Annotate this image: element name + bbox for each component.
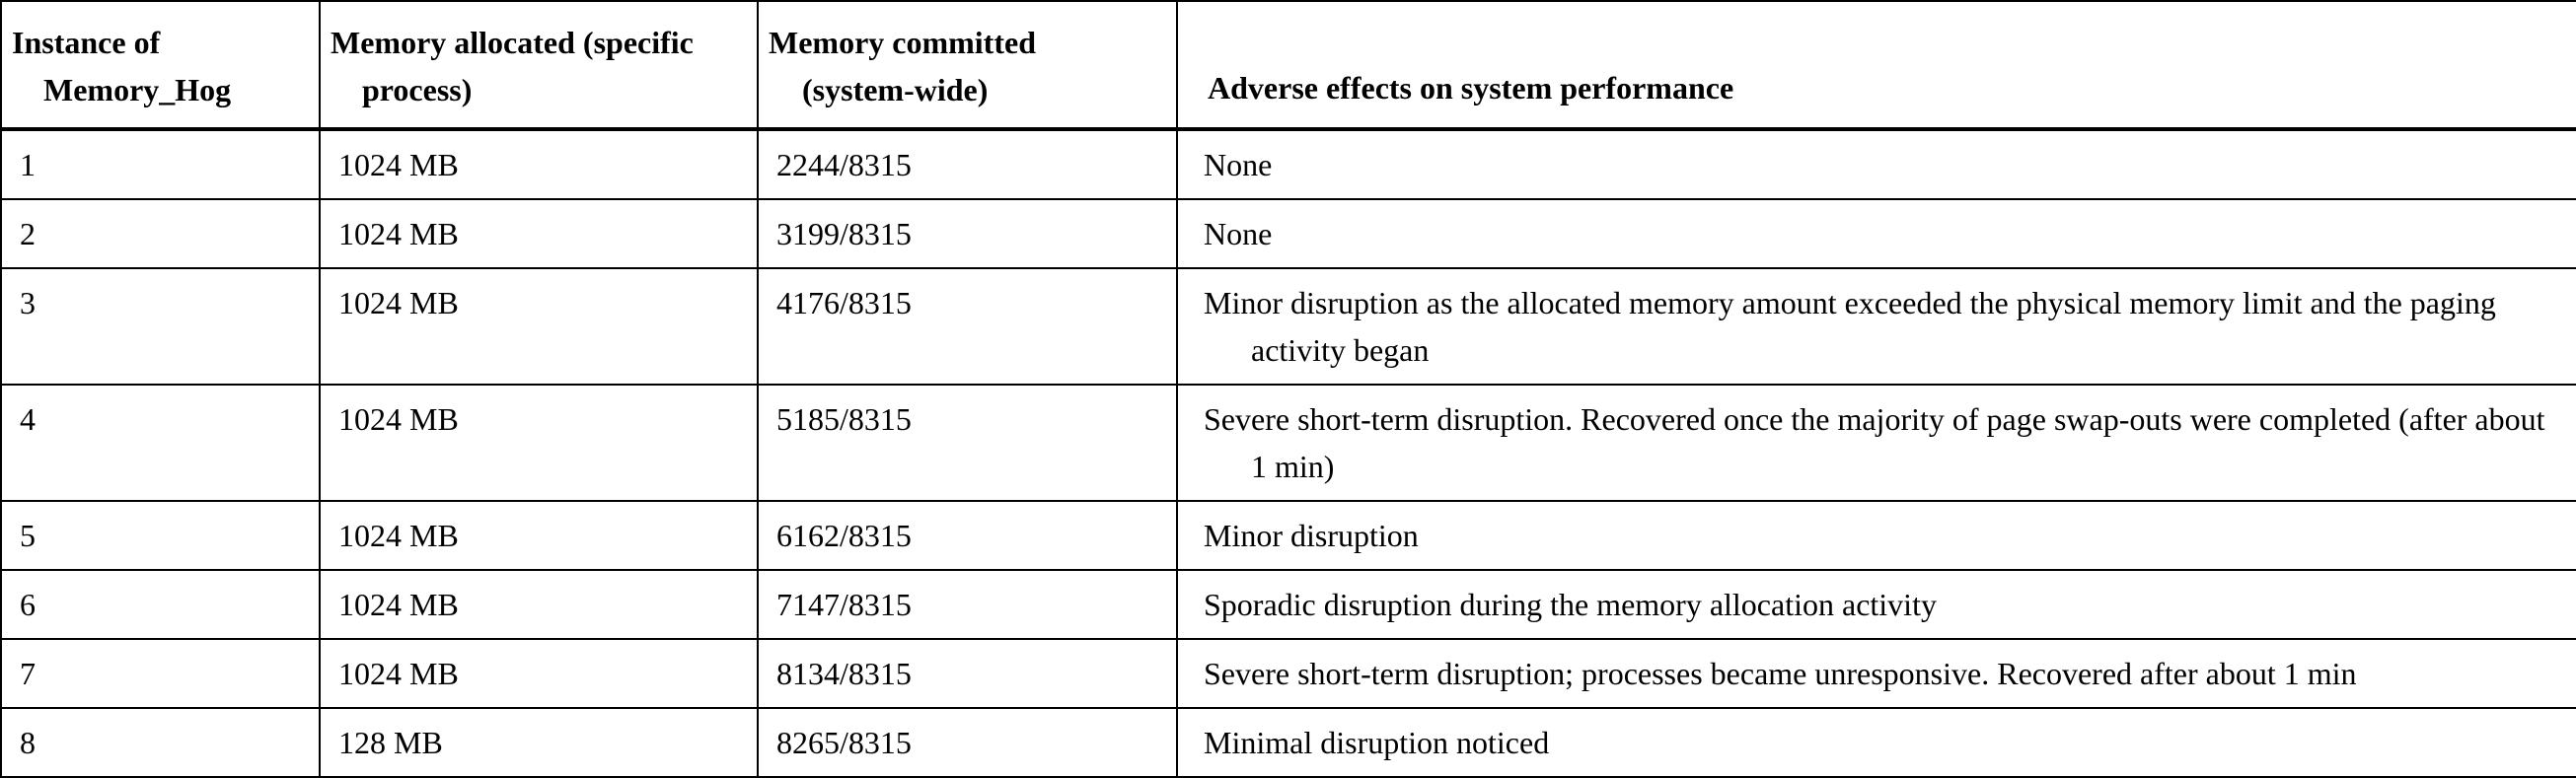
header-allocated-line-2: process) xyxy=(362,72,473,107)
cell-effects xyxy=(1177,129,2576,199)
cell-instance: 6 xyxy=(1,570,320,639)
table-row xyxy=(1,199,2576,268)
table-body xyxy=(1,129,2576,777)
cell-effects-text: Minimal disruption noticed xyxy=(1204,725,1550,760)
cell-effects xyxy=(1177,199,2576,268)
header-row xyxy=(1,1,2576,129)
cell-effects-text: Severe short-term disruption; processes became unresponsive. Recovered after about 1 min xyxy=(1204,656,2357,691)
cell-effects-text: None xyxy=(1204,216,1273,251)
cell-allocated: 1024 MB xyxy=(320,501,758,570)
table-row xyxy=(1,708,2576,777)
cell-instance: 3 xyxy=(1,268,320,385)
cell-effects xyxy=(1177,501,2576,570)
cell-allocated: 1024 MB xyxy=(320,268,758,385)
cell-effects xyxy=(1177,639,2576,708)
cell-effects-text: Severe short-term disruption. Recovered once the majority of page swap-outs were completed (after about 1 min) xyxy=(1204,401,2545,484)
cell-effects xyxy=(1177,708,2576,777)
header-effects: Adverse effects on system performance xyxy=(1177,1,2576,129)
header-committed xyxy=(758,1,1177,129)
cell-allocated: 128 MB xyxy=(320,708,758,777)
cell-committed: 5185/8315 xyxy=(758,385,1177,501)
cell-effects-text: Sporadic disruption during the memory allocation activity xyxy=(1204,587,1937,622)
table-header xyxy=(1,1,2576,129)
cell-instance: 4 xyxy=(1,385,320,501)
cell-effects-text: Minor disruption xyxy=(1204,518,1419,553)
cell-instance: 8 xyxy=(1,708,320,777)
cell-effects xyxy=(1177,268,2576,385)
cell-committed: 7147/8315 xyxy=(758,570,1177,639)
cell-effects xyxy=(1177,385,2576,501)
table-row xyxy=(1,639,2576,708)
cell-allocated: 1024 MB xyxy=(320,570,758,639)
cell-committed: 2244/8315 xyxy=(758,129,1177,199)
table-row xyxy=(1,385,2576,501)
cell-instance: 2 xyxy=(1,199,320,268)
table-row xyxy=(1,501,2576,570)
header-instance-line-1: Instance of xyxy=(12,25,161,60)
header-instance xyxy=(1,1,320,129)
header-instance-line-2: Memory_Hog xyxy=(43,72,232,107)
cell-instance: 1 xyxy=(1,129,320,199)
cell-committed: 6162/8315 xyxy=(758,501,1177,570)
cell-allocated: 1024 MB xyxy=(320,199,758,268)
cell-committed: 4176/8315 xyxy=(758,268,1177,385)
header-committed-line-1: Memory committed xyxy=(769,25,1036,60)
header-committed-line-2: (system-wide) xyxy=(802,72,989,107)
cell-committed: 8134/8315 xyxy=(758,639,1177,708)
cell-allocated: 1024 MB xyxy=(320,385,758,501)
cell-effects-text: None xyxy=(1204,147,1273,182)
cell-committed: 8265/8315 xyxy=(758,708,1177,777)
cell-instance: 5 xyxy=(1,501,320,570)
table-row xyxy=(1,129,2576,199)
table-row xyxy=(1,570,2576,639)
cell-allocated: 1024 MB xyxy=(320,129,758,199)
header-allocated-line-1: Memory allocated (specific xyxy=(331,25,694,60)
cell-effects xyxy=(1177,570,2576,639)
cell-effects-text: Minor disruption as the allocated memory amount exceeded the physical memory limit and the paging activity began xyxy=(1204,285,2496,368)
cell-allocated: 1024 MB xyxy=(320,639,758,708)
header-allocated xyxy=(320,1,758,129)
table-row xyxy=(1,268,2576,385)
cell-instance: 7 xyxy=(1,639,320,708)
cell-committed: 3199/8315 xyxy=(758,199,1177,268)
